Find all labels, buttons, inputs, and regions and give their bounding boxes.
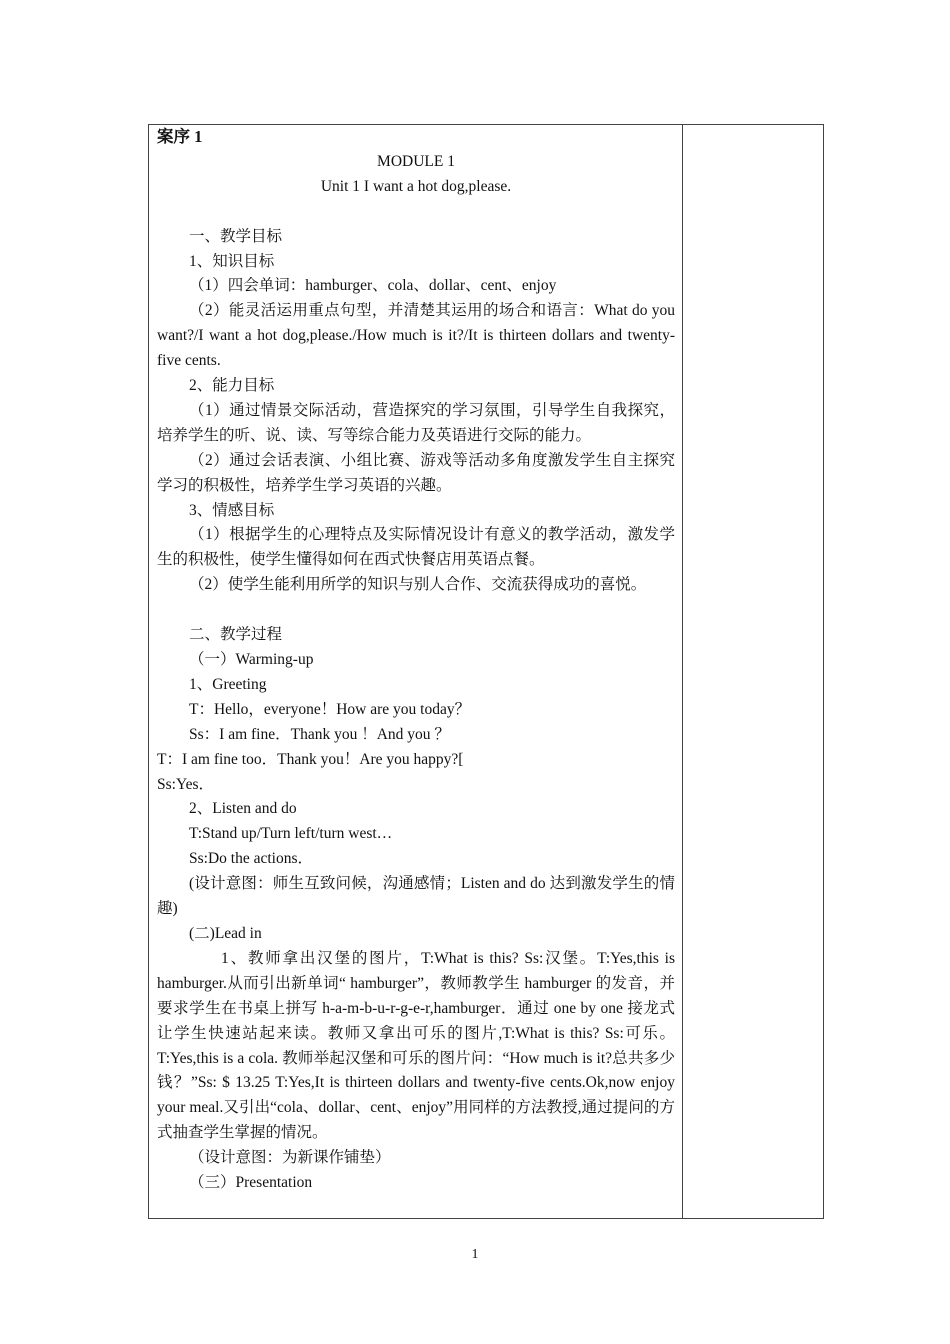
page-number: 1 bbox=[471, 1247, 479, 1262]
subsection-heading: 1、知识目标 bbox=[189, 252, 275, 270]
section-heading: 二、教学过程 bbox=[189, 626, 283, 644]
subsection-heading: 3、情感目标 bbox=[189, 501, 275, 519]
paragraph: 1、教师拿出汉堡的图片，T:What is this? Ss:汉堡。T:Yes,this is hamburger.从而引出新单词“ hamburger”，教师教学生 hamburger 的发音，并要求学生在书桌上拼写 h-a-m-b-u-r-g-e-r,hamburger．通过 one by one 接龙式让学生快速站起来读。教师又拿出可乐的图片,T:What is this? Ss:可乐。T:Yes,this is a cola. 教师举起汉堡和可乐的图片问：“How much is it?总共多少钱？”Ss: $ 13.25 T:Yes,It is thirteen dollars and twenty-five cents.Ok,now enjoy your meal.又引出“cola、dollar、cent、enjoy”用同样的方法教授,通过提问的方式抽查学生掌握的情况。 bbox=[157, 949, 675, 1142]
subsection-heading: （三）Presentation bbox=[189, 1174, 313, 1192]
dialogue-line: T:Stand up/Turn left/turn west… bbox=[189, 825, 393, 843]
dialogue-line: T：Hello，everyone！How are you today？ bbox=[189, 700, 471, 718]
dialogue-line: Ss：I am fine．Thank you ！And you ？ bbox=[189, 725, 450, 743]
lesson-content bbox=[157, 125, 675, 1196]
step-heading: 2、Listen and do bbox=[189, 800, 297, 818]
unit-heading: Unit 1 I want a hot dog,please. bbox=[320, 177, 512, 195]
subsection-heading: (二)Lead in bbox=[189, 924, 262, 942]
doc-title: 案序 1 bbox=[157, 127, 203, 146]
dialogue-line: T：I am fine too．Thank you！Are you happy?[ bbox=[157, 750, 464, 768]
design-note: (设计意图：师生互致问候，沟通感情；Listen and do 达到激发学生的情趣) bbox=[157, 875, 675, 918]
blank-line bbox=[157, 598, 675, 623]
paragraph: （1）通过情景交际活动，营造探究的学习氛围，引导学生自我探究，培养学生的听、说、读、写等综合能力及英语进行交际的能力。 bbox=[157, 401, 675, 444]
paragraph: （1）根据学生的心理特点及实际情况设计有意义的教学活动，激发学生的积极性，使学生懂得如何在西式快餐店用英语点餐。 bbox=[157, 526, 675, 569]
paragraph: （1）四会单词：hamburger、cola、dollar、cent、enjoy bbox=[189, 277, 557, 295]
column-divider bbox=[682, 124, 683, 1219]
paragraph: （2）使学生能利用所学的知识与别人合作、交流获得成功的喜悦。 bbox=[189, 576, 647, 594]
dialogue-line: Ss:Do the actions． bbox=[189, 850, 313, 868]
paragraph: （2）通过会话表演、小组比赛、游戏等活动多角度激发学生自主探究学习的积极性，培养学生学习英语的兴趣。 bbox=[157, 451, 675, 494]
module-heading: MODULE 1 bbox=[377, 152, 455, 170]
dialogue-line: Ss:Yes． bbox=[157, 775, 215, 793]
subsection-heading: 2、能力目标 bbox=[189, 377, 275, 395]
design-note: （设计意图：为新课作铺垫） bbox=[189, 1149, 391, 1167]
paragraph: （2）能灵活运用重点句型，并清楚其运用的场合和语言：What do you want?/I want a hot dog,please./How much is it?/It is thirteen dollars and twenty-five cents. bbox=[157, 302, 675, 370]
section-heading: 一、教学目标 bbox=[189, 227, 283, 245]
blank-line bbox=[157, 200, 675, 225]
subsection-heading: （一）Warming-up bbox=[189, 651, 314, 668]
step-heading: 1、Greeting bbox=[189, 675, 267, 693]
